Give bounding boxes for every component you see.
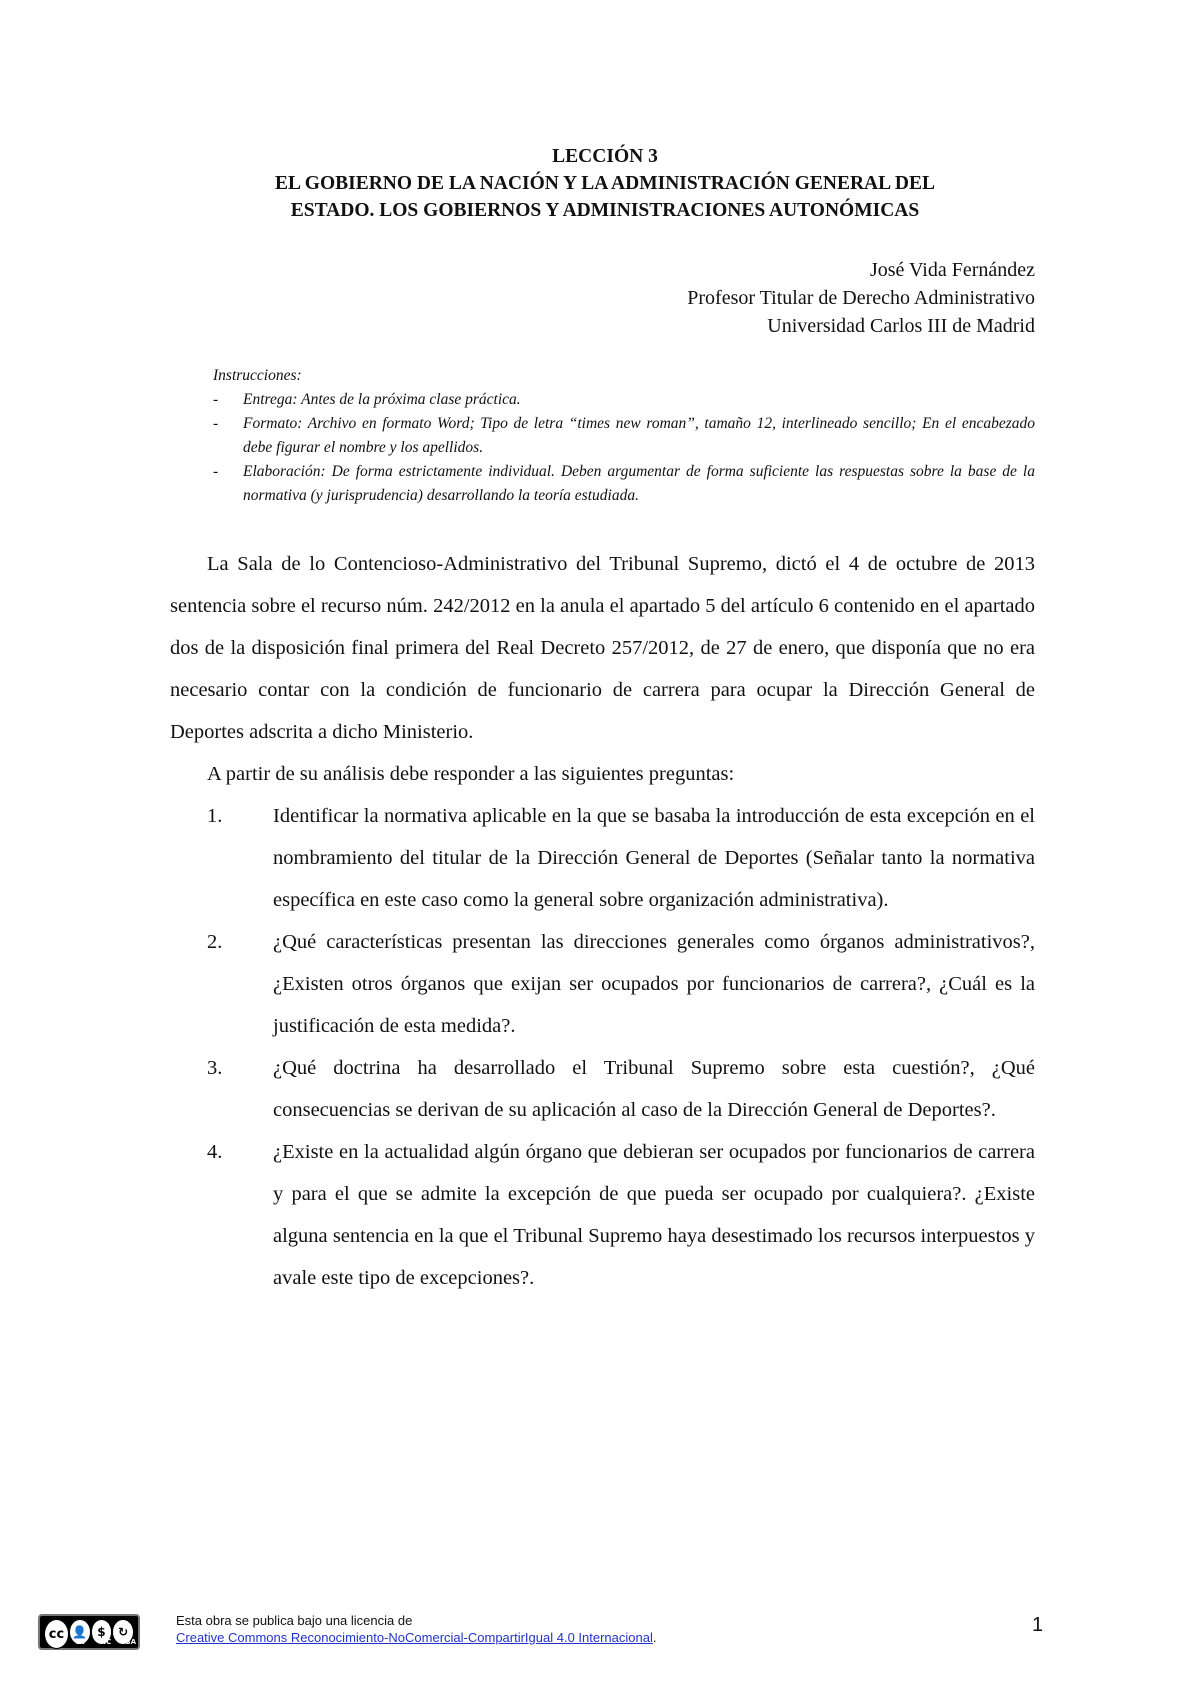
lesson-title	[140, 143, 1070, 224]
question-item	[170, 921, 1035, 1047]
case-paragraph: La Sala de lo Contencioso-Administrativo del Tribunal Supremo, dictó el 4 de octubre de 2013 sentencia sobre el recurso núm. 242/2012 en la anula el apartado 5 del artículo 6 contenido en el apartado dos de la disposición final primera del Real Decreto 257/2012, de 27 de enero, que disponía que no era necesario contar con la condición de funcionario de carrera para ocupar la Dirección General de Deportes adscrita a dicho Ministerio.	[170, 553, 1035, 743]
instruction-elaboration: Elaboración: De forma estrictamente individual. Deben argumentar de forma suficiente las respuestas sobre la base de la normativa (y jurisprudencia) desarrollando la teoría estudiada.	[243, 463, 1035, 504]
license-notice	[176, 1612, 657, 1646]
question-number: 1.	[207, 805, 223, 827]
lesson-number: LECCIÓN 3	[552, 146, 658, 167]
instruction-item: - Elaboración: De forma estrictamente individual. Deben argumentar de forma suficiente las respuestas sobre la base de la normativa (y jurisprudencia) desarrollando la teoría estudiada.	[213, 460, 1035, 508]
by-icon: 👤	[69, 1619, 91, 1645]
cc-icon: cc	[44, 1619, 69, 1649]
instructions-heading: Instrucciones:	[213, 367, 302, 384]
license-text: Esta obra se publica bajo una licencia de	[176, 1613, 413, 1628]
cc-license-labels	[76, 1638, 136, 1646]
instructions-block	[213, 364, 1035, 508]
body-text	[170, 543, 1035, 1299]
sa-label: SA	[125, 1638, 136, 1646]
instruction-format: Formato: Archivo en formato Word; Tipo de letra “times new roman”, tamaño 12, interlineado sencillo; En el encabezado debe figurar el nombre y los apellidos.	[243, 415, 1035, 456]
nc-icon: $	[91, 1619, 113, 1645]
lesson-title-line-1: EL GOBIERNO DE LA NACIÓN Y LA ADMINISTRACIÓN GENERAL DEL	[274, 173, 936, 194]
nc-label: NC	[100, 1638, 112, 1646]
question-text: ¿Existe en la actualidad algún órgano que debieran ser ocupados por funcionarios de carrera y para el que se admite la excepción de que pueda ser ocupado por cualquiera?. ¿Existe alguna sentencia en la que el Tribunal Supremo haya desestimado los recursos interpuestos y avale este tipo de excepciones?.	[273, 1141, 1035, 1289]
author-university: Universidad Carlos III de Madrid	[767, 315, 1035, 337]
instruction-item: - Entrega: Antes de la próxima clase práctica.	[213, 388, 1035, 412]
license-end: .	[652, 1630, 657, 1645]
question-text: ¿Qué características presentan las direcciones generales como órganos administrativos?, ¿Existen otros órganos que exijan ser ocupados por funcionarios de carrera?, ¿Cuál es la justificación de esta medida?.	[273, 931, 1035, 1037]
question-number: 2.	[207, 931, 223, 953]
by-label: BY	[76, 1638, 87, 1646]
question-text: ¿Qué doctrina ha desarrollado el Tribunal Supremo sobre esta cuestión?, ¿Qué consecuencias se derivan de su aplicación al caso de la Dirección General de Deportes?.	[273, 1057, 1035, 1121]
lesson-title-line-2: ESTADO. LOS GOBIERNOS Y ADMINISTRACIONES AUTONÓMICAS	[290, 200, 920, 221]
instruction-delivery: Entrega: Antes de la próxima clase práctica.	[243, 391, 521, 408]
questions-list	[170, 795, 1035, 1299]
license-link[interactable]: Creative Commons Reconocimiento-NoComercial-CompartirIgual 4.0 Internacional	[176, 1630, 653, 1645]
question-text: Identificar la normativa aplicable en la que se basaba la introducción de esta excepción en el nombramiento del titular de la Dirección General de Deportes (Señalar tanto la normativa específica en este caso como la general sobre organización administrativa).	[273, 805, 1035, 911]
questions-intro: A partir de su análisis debe responder a las siguientes preguntas:	[207, 763, 735, 785]
question-item	[170, 1047, 1035, 1131]
instruction-item: - Formato: Archivo en formato Word; Tipo de letra “times new roman”, tamaño 12, interlineado sencillo; En el encabezado debe figurar el nombre y los apellidos.	[213, 412, 1035, 460]
author-name: José Vida Fernández	[869, 259, 1035, 281]
author-block	[687, 256, 1035, 340]
question-item	[170, 1131, 1035, 1299]
sa-icon: ↻	[112, 1619, 134, 1645]
author-position: Profesor Titular de Derecho Administrativo	[687, 287, 1035, 309]
question-number: 3.	[207, 1057, 223, 1079]
question-number: 4.	[207, 1141, 223, 1163]
question-item	[170, 795, 1035, 921]
page-number: 1	[1032, 1614, 1044, 1636]
